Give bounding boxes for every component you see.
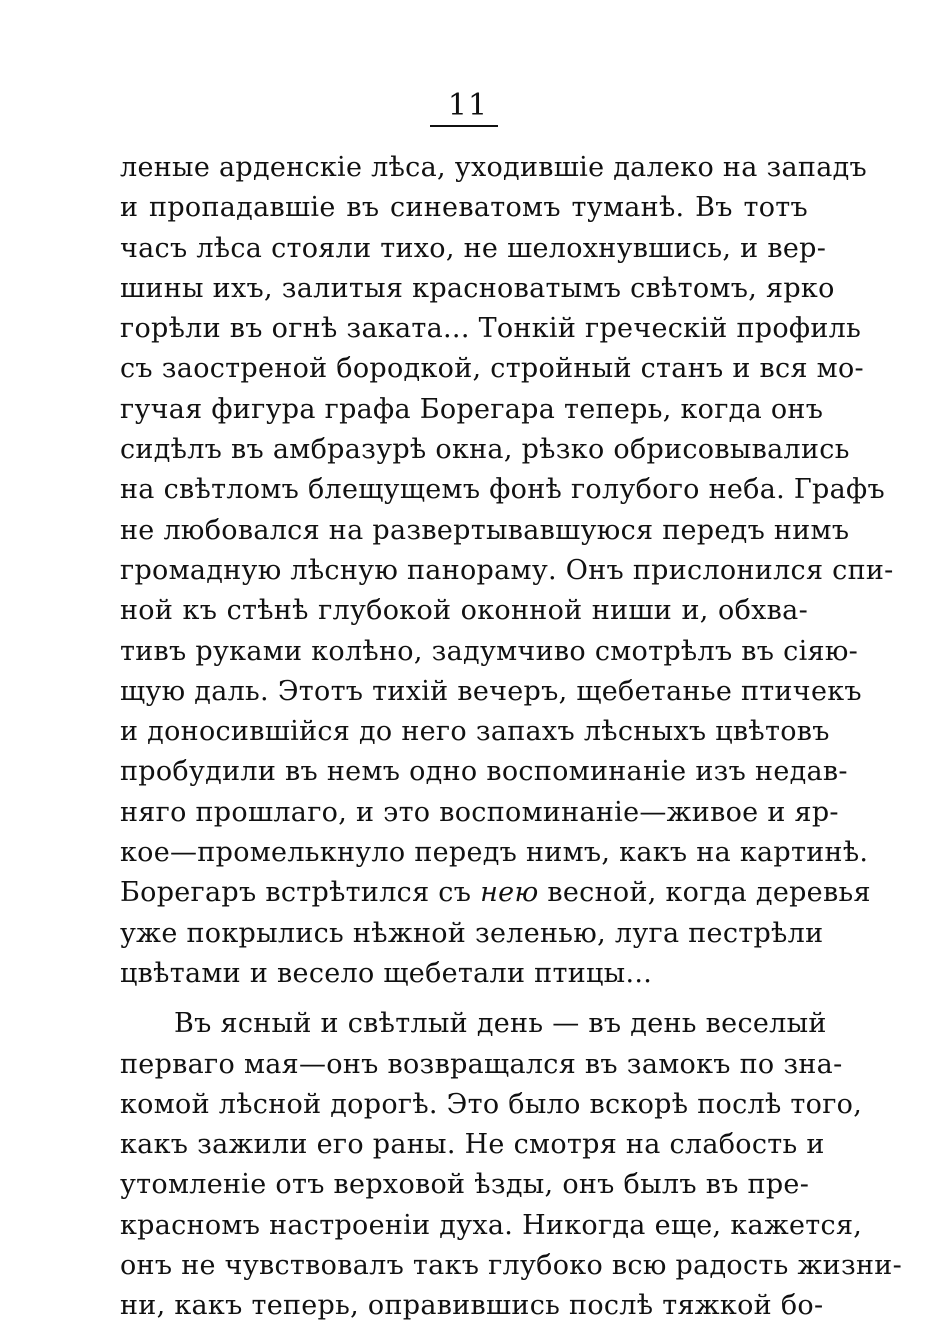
text-line: и пропадавшіе въ синеватомъ туманѣ. Въ тотъ (120, 192, 808, 224)
paragraph-1 (120, 148, 894, 994)
text-line-indented (120, 1004, 827, 1044)
text-line: часъ лѣса стояли тихо, не шелохнувшись, и вер- (120, 232, 827, 264)
text-line: комой лѣсной дорогѣ. Это было вскорѣ послѣ того, (120, 1088, 863, 1120)
text-line: ни, какъ теперь, оправившись послѣ тяжкой бо- (120, 1290, 824, 1322)
emphasized-word: нею (480, 877, 539, 909)
text-line: тивъ руками колѣно, задумчиво смотрѣлъ въ сіяю- (120, 635, 859, 667)
text-line: перваго мая—онъ возвращался въ замокъ по зна- (120, 1048, 843, 1080)
text-line: какъ зажили его раны. Не смотря на слабость и (120, 1129, 825, 1161)
text-line: на свѣтломъ блещущемъ фонѣ голубого неба. Графъ (120, 474, 885, 506)
text-line: щую даль. Этотъ тихій вечеръ, щебетанье птичекъ (120, 675, 862, 707)
text-line: и доносившійся до него запахъ лѣсныхъ цвѣтовъ (120, 716, 830, 748)
text-line: не любовался на развертывавшуюся передъ нимъ (120, 514, 850, 546)
text-segment: весной, когда деревья (538, 877, 871, 909)
text-line: онъ не чувствовалъ такъ глубоко всю радость жизни- (120, 1250, 902, 1282)
text-line: цвѣтами и весело щебетали птицы... (120, 957, 653, 989)
paragraph-gap (120, 994, 808, 1004)
text-segment: Борегаръ встрѣтился съ (120, 877, 481, 909)
text-line: сидѣлъ въ амбразурѣ окна, рѣзко обрисовывались (120, 434, 850, 466)
text-line: кое—промелькнуло передъ нимъ, какъ на картинѣ. (120, 837, 869, 869)
text-line: громадную лѣсную панораму. Онъ прислонился спи- (120, 554, 894, 586)
text-line: съ заостреной бородкой, стройный станъ и вся мо- (120, 353, 864, 385)
text-line: пробудили въ немъ одно воспоминаніе изъ недав- (120, 756, 848, 788)
page-number-underline (430, 125, 498, 127)
text-line-with-emphasis (120, 873, 871, 913)
page-number: 11 (447, 88, 489, 123)
text-line: уже покрылись нѣжной зеленью, луга пестрѣли (120, 917, 824, 949)
text-line: ной къ стѣнѣ глубокой оконной ниши и, обхва- (120, 595, 808, 627)
paragraph-2 (120, 1004, 902, 1326)
text-line: шины ихъ, залитыя красноватымъ свѣтомъ, ярко (120, 272, 835, 304)
text-line: няго прошлаго, и это воспоминаніе—живое и яр- (120, 796, 839, 828)
body-text (120, 148, 902, 1327)
text-line: утомленіе отъ верховой ѣзды, онъ былъ въ пре- (120, 1169, 810, 1201)
text-line: леные арденскіе лѣса, уходившіе далеко на западъ (120, 152, 868, 183)
text-segment: Въ ясный и свѣтлый день — въ день веселый (174, 1008, 827, 1040)
text-line: гучая фигура графа Борегара теперь, когда онъ (120, 393, 824, 425)
text-line: горѣли въ огнѣ заката... Тонкій греческій профиль (120, 313, 862, 345)
text-line: красномъ настроеніи духа. Никогда еще, кажется, (120, 1209, 863, 1241)
